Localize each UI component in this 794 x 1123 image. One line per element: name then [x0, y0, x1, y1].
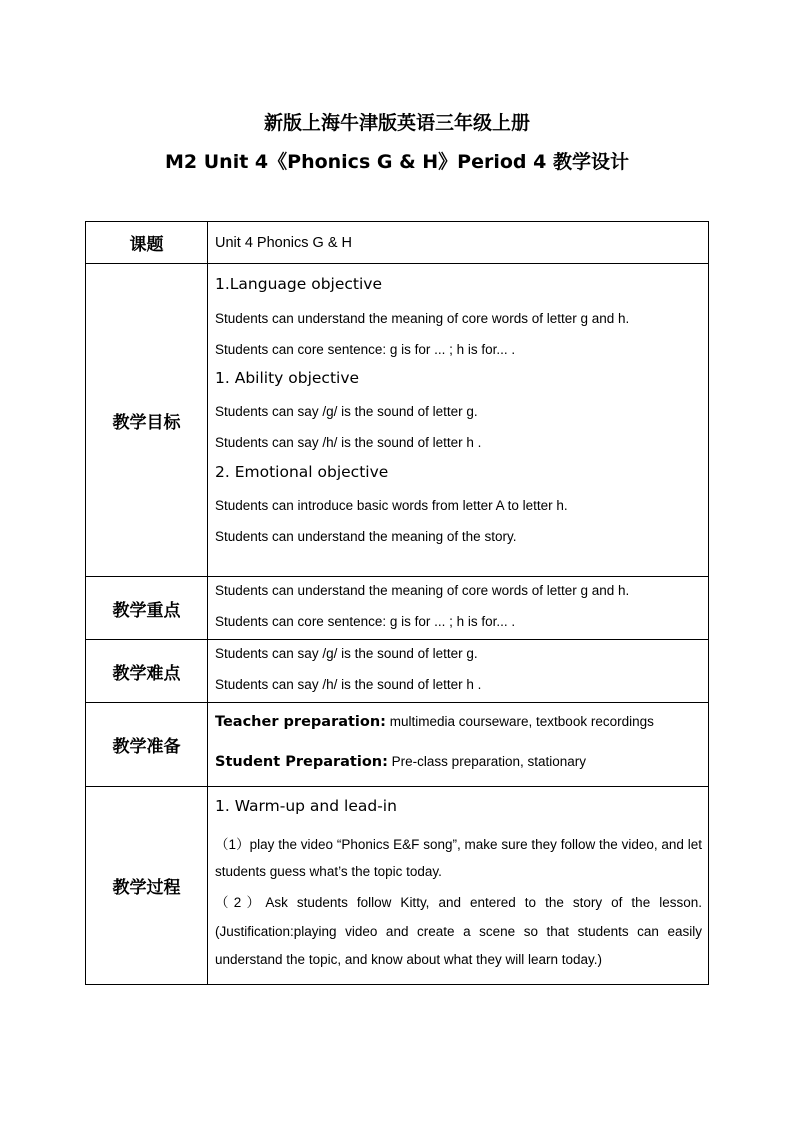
- row-process: [86, 787, 709, 985]
- process-step-2: （2）Ask students follow Kitty, and entered to the story of the lesson. (Justification:playing video and create a scene so that students can easily understand the topic, and know about what they will learn today.): [215, 895, 702, 967]
- topic-value: Unit 4 Phonics G & H: [215, 234, 352, 251]
- row-key-points: [86, 577, 709, 640]
- row-label-preparation: 教学准备: [86, 703, 208, 787]
- emotional-objective-heading: 2. Emotional objective: [215, 463, 389, 481]
- student-preparation: [215, 753, 702, 781]
- emotional-objective-item: Students can introduce basic words from letter A to letter h.: [215, 498, 568, 513]
- row-objectives: [86, 264, 709, 577]
- row-value-preparation: [208, 703, 709, 787]
- row-preparation: [86, 703, 709, 787]
- lesson-plan-table: [85, 221, 709, 985]
- language-objective-item: Students can understand the meaning of core words of letter g and h.: [215, 311, 630, 326]
- ability-objective-item: Students can say /h/ is the sound of letter h .: [215, 435, 482, 450]
- process-step-1: （1）play the video “Phonics E&F song”, make sure they follow the video, and let students guess what’s the topic today.: [215, 837, 702, 879]
- student-preparation-value: Pre-class preparation, stationary: [387, 754, 587, 769]
- document-subtitle: M2 Unit 4《Phonics G & H》Period 4 教学设计: [165, 151, 629, 173]
- difficulty-item: Students can say /g/ is the sound of letter g.: [215, 646, 478, 661]
- row-value-process: [208, 787, 709, 985]
- row-value-difficulties: [208, 640, 709, 703]
- language-objective-heading: 1.Language objective: [215, 275, 382, 293]
- row-difficulties: [86, 640, 709, 703]
- student-preparation-label: Student Preparation:: [215, 754, 388, 770]
- row-label-process: 教学过程: [86, 787, 208, 985]
- row-label-key-points: 教学重点: [86, 577, 208, 640]
- row-label-topic: 课题: [86, 222, 208, 264]
- key-point-item: Students can understand the meaning of core words of letter g and h.: [215, 583, 630, 598]
- teacher-preparation-label: Teacher preparation:: [215, 714, 386, 730]
- teacher-preparation-value: multimedia courseware, textbook recordings: [385, 714, 654, 729]
- row-value-key-points: [208, 577, 709, 640]
- ability-objective-heading: 1. Ability objective: [215, 369, 360, 387]
- language-objective-item: Students can core sentence: g is for ... ; h is for... .: [215, 342, 516, 357]
- row-value-topic: [208, 222, 709, 264]
- difficulty-item: Students can say /h/ is the sound of letter h .: [215, 677, 482, 692]
- row-topic: [86, 222, 709, 264]
- teacher-preparation: [215, 713, 702, 753]
- row-label-difficulties: 教学难点: [86, 640, 208, 703]
- key-point-item: Students can core sentence: g is for ... ; h is for... .: [215, 614, 516, 629]
- row-value-objectives: [208, 264, 709, 577]
- process-heading: 1. Warm-up and lead-in: [215, 797, 397, 815]
- ability-objective-item: Students can say /g/ is the sound of letter g.: [215, 404, 478, 419]
- emotional-objective-item: Students can understand the meaning of the story.: [215, 529, 517, 544]
- document-title: 新版上海牛津版英语三年级上册: [263, 112, 530, 134]
- row-label-objectives: 教学目标: [86, 264, 208, 577]
